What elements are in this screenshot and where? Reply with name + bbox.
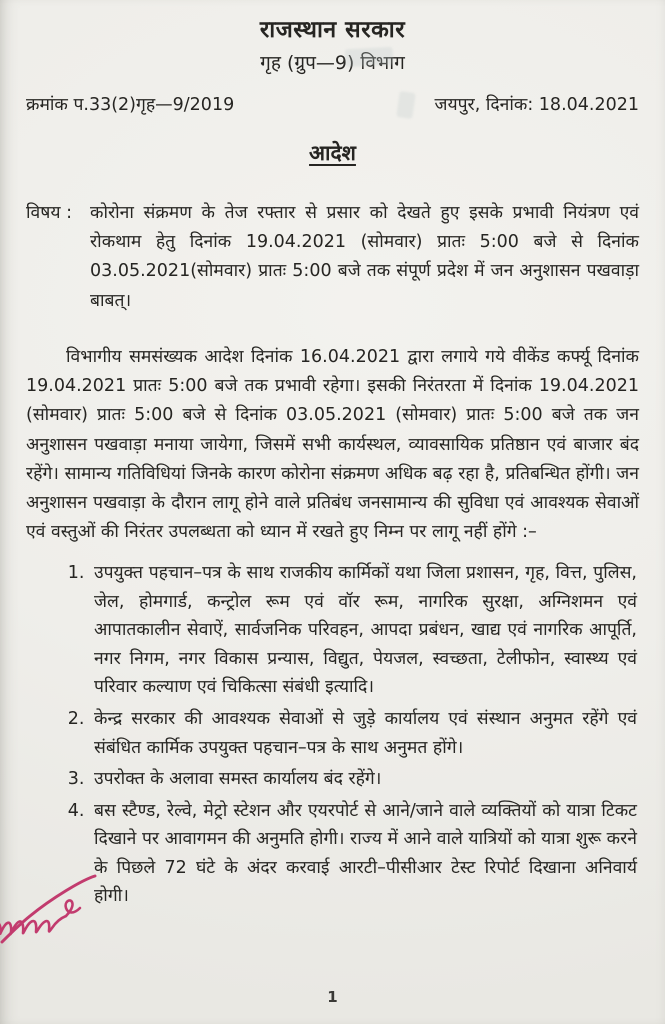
reference-number: क्रमांक प.33(2)गृह—9/2019 — [26, 95, 235, 115]
exemption-list — [62, 559, 637, 910]
list-item: 2. केन्द्र सरकार की आवश्यक सेवाओं से जुड़े कार्यालय एवं संस्थान अनुमत रहेंगे एवं संबंधित कार्मिक उपयुक्त पहचान–पत्र के साथ अनुमत होंगे। — [90, 705, 637, 762]
list-item: 3. उपरोक्त के अलावा समस्त कार्यालय बंद रहेंगे। — [90, 765, 637, 794]
page-number: 1 — [327, 988, 338, 1006]
list-item: 4. बस स्टैण्ड, रेल्वे, मेट्रो स्टेशन और एयरपोर्ट से आने/जाने वाले व्यक्तियों को यात्रा टिकट दिखाने पर आवागमन की अनुमति होगी। राज्य में आने वाले यात्रियों को यात्रा शुरू करने के पिछले 72 घंटे के अंदर करवाई आरटी–पीसीआर टेस्ट रिपोर्ट दिखाना अनिवार्य होगी। — [90, 797, 637, 911]
department-name: गृह (ग्रुप—9) विभाग — [260, 52, 405, 74]
subject-label: विषय : — [26, 203, 72, 223]
government-title: राजस्थान सरकार — [259, 17, 406, 43]
list-item: 1. उपयुक्त पहचान–पत्र के साथ राजकीय कार्मिकों यथा जिला प्रशासन, गृह, वित्त, पुलिस, जेल, होमगार्ड, कन्ट्रोल रूम एवं वॉर रूम, नागरिक सुरक्षा, अग्निशमन एवं आपातकालीन सेवाऐं, सार्वजनिक परिवहन, आपदा प्रबंधन, खाद्य एवं नागरिक आपूर्ति, नगर निगम, नगर विकास प्रन्यास, विद्युत, पेयजल, स्वच्छता, टेलीफोन, स्वास्थ्य एवं परिवार कल्याण एवं चिकित्सा संबंधी इत्यादि। — [90, 559, 637, 702]
reference-line — [26, 92, 639, 116]
scan-artifact — [345, 47, 394, 67]
order-body-paragraph: विभागीय समसंख्यक आदेश दिनांक 16.04.2021 द्वारा लगाये गये वीकेंड कर्फ्यू दिनांक 19.04.2021 प्रातः 5:00 बजे तक प्रभावी रहेगा। इसकी निरंतरता में दिनांक 19.04.2021 (सोमवार) प्रातः 5:00 बजे से दिनांक 03.05.2021 (सोमवार) प्रातः 5:00 बजे तक जन अनुशासन पखवाड़ा मनाया जायेगा, जिसमें सभी कार्यस्थल, व्यावसायिक प्रतिष्ठान एवं बाजार बंद रहेंगे। सामान्य गतिविधियां जिनके कारण कोरोना संक्रमण अधिक बढ़ रहा है, प्रतिबन्धित होंगी। जन अनुशासन पखवाड़ा के दौरान लागू होने वाले प्रतिबंध जनसामान्य की सुविधा एवं आवश्यक सेवाओं एवं वस्तुओं की निरंतर उपलब्धता को ध्यान में रखते हुए निम्न पर लागू नहीं होंगे :– — [26, 346, 639, 543]
order-heading: आदेश — [309, 141, 356, 165]
place-and-date: जयपुर, दिनांक: 18.04.2021 — [434, 95, 639, 115]
subject-block — [26, 199, 639, 316]
subject-text: कोरोना संक्रमण के तेज रफ्तार से प्रसार को देखते हुए इसके प्रभावी नियंत्रण एवं रोकथाम हेतु दिनांक 19.04.2021 (सोमवार) प्रातः 5:00 बजे से दिनांक 03.05.2021(सोमवार) प्रातः 5:00 बजे तक संपूर्ण प्रदेश में जन अनुशासन पखवाड़ा बाबत्। — [90, 203, 639, 311]
